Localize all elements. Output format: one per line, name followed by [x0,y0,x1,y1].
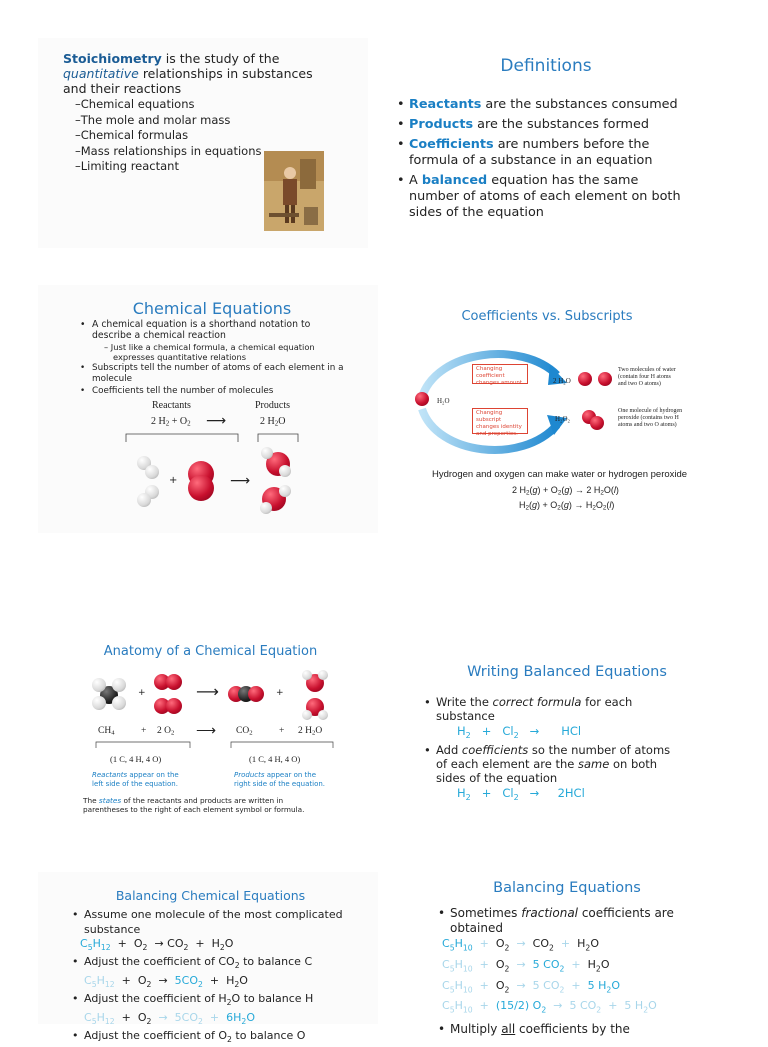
note-sub: – Just like a chemical formula, a chemical equation expresses quantitative relations [104,342,315,362]
step-hydrogen: • Adjust the coefficient of $H_2O$ to balance H $C_5H_{12} + O_2 \to 5CO_2 + 6H_2O$ [72,992,343,1029]
reactants-note: Reactants appear on the left side of the equation. [92,771,179,788]
slide-coefficients-vs-subscripts [392,285,730,533]
water-molecule-icon [415,392,429,406]
intro-line-3: and their reactions [63,81,182,96]
fraction-eq-4: $C_5H_{10} + (15/2) O_2 \to 5$ $CO_2 + 5$ $H_2O$ [442,999,657,1015]
two-h2o-label: 2 H₂O [553,377,571,385]
balanced-equation: $H_2 + Cl_2$ → 2HCl [457,785,585,802]
unbalanced-equation: $H_2 + Cl_2$ → HCl [457,723,582,740]
topic-item: –Limiting reactant [75,159,179,174]
hydrogen-atom-icon [137,493,151,507]
slide-title: Balancing Chemical Equations [115,888,306,903]
fraction-eq-2: $C_5H_{10} + O_2 \to 5$ $CO_2 + H_2O$ [442,957,610,974]
fractional-steps-list [438,906,674,1037]
plus-sign: + [276,688,284,698]
hydrogen-atom-icon [279,485,291,497]
balancing-steps-list [72,908,343,1047]
slide-title: Coefficients vs. Subscripts [461,309,633,324]
caption: Hydrogen and oxygen can make water or hydrogen peroxide [432,469,688,480]
equation-step-1: $C_5H_{12} + O_2 \to CO_2 + H_2O$ [80,937,234,952]
slide-writing-balanced [392,630,730,830]
subscript-box: Changing subscript changes identity and properties. [472,408,528,434]
step-multiply: • Multiply all coefficients by the [438,1022,674,1037]
fraction-eq-1: $C_5H_{10} + O_2 \to CO_2 + H_2O$ [442,937,599,953]
reaction-arrow: ⟶ [206,413,227,429]
definition-balanced: • A balanced equation has the same number of atoms of each element on both sides of the equation [397,173,681,221]
equation-step-2: $C_5H_{12} + O_2 \to 5CO_2 + H_2O$ [84,973,248,989]
definition-reactants: • Reactants are the substances consumed [397,97,681,113]
definition-coefficients: • Coefficients are numbers before the formula of a substance in an equation [397,137,681,169]
oxygen-atom-icon [188,475,214,501]
equation-step-3: $C_5H_{12} + O_2 \to 5CO_2 + 6H_2O$ [84,1010,255,1026]
topic-item: –Chemical formulas [75,128,189,143]
oxygen-atom-icon [590,416,604,430]
states-note: The states of the reactants and products are written in parentheses to the right of each element symbol or formula. [83,796,305,814]
atom-count-right: (1 C, 4 H, 4 O) [249,754,301,764]
topic-item: –Chemical equations [75,97,195,111]
slide-title: Chemical Equations [132,299,292,318]
step-formula: • Write the correct formula for each substance $H_2 + Cl_2$ → HCl [424,695,670,743]
note-subscripts: • Subscripts tell the number of atoms of each element in a molecule [80,363,380,385]
hydrogen-atom-icon [261,447,273,459]
atom-count-left: (1 C, 4 H, 4 O) [110,754,162,764]
term-stoichiometry: Stoichiometry [63,51,162,66]
water-equation: 2 $H_2(g) + O_2(g) \to 2$ $H_2O(l)$ [512,485,619,497]
topic-item: –Mass relationships in equations [75,143,262,158]
slide-stoichiometry [38,38,368,248]
reactant-formula: 2 $H_2 + O_2$ [151,416,191,428]
water-molecule-icon [598,372,612,386]
hydrogen-atom-icon [279,465,291,477]
coefficient-box: Changing coefficient changes amount. [472,364,528,384]
note-shorthand: • A chemical equation is a shorthand notation to describe a chemical reaction – Just like a chemical formula, a chemical equation expresses quantitative relations [80,319,380,362]
slide-title: Balancing Equations [493,880,641,896]
step-coefficients: • Add coefficients so the number of atoms of each element are the same on both sides of the equation $H_2 + Cl_2$ → 2HCl [424,743,670,805]
note-coefficients: • Coefficients tell the number of molecules [80,386,380,397]
plus-sign: + [169,475,178,486]
definition-products: • Products are the substances formed [397,117,681,133]
product-formula: 2 $H_2O$ [260,416,286,428]
topic-item: –The mole and molar mass [75,112,231,127]
fraction-eq-3: $C_5H_{10} + O_2 \to 5$ $CO_2 + 5$ $H_2O$ [442,978,620,994]
topic-list [75,97,261,175]
hydrogen-atom-icon [260,502,272,514]
molecule-arrow: ⟶ [230,473,251,489]
slide-balancing-chemical [38,872,378,1044]
slide-title: Anatomy of a Chemical Equation [103,644,318,659]
h2o-label: H₂O [437,397,450,405]
slide-chemical-equations [38,285,378,533]
intro-line-1: Stoichiometry is the study of the [63,51,280,66]
writing-steps-list [424,695,670,805]
slide-definitions [392,38,730,248]
slide-anatomy: Anatomy of a Chemical Equation + ⟶ + $CH_4$ + 2 $O_2$ ⟶ $CO_2$ + 2 $H_2O$ (1 C, 4 H, 4 O) (1 C, 4 H, 4 O) Reactants appear on the left side of the equation. Products appear on the right side of the equation. The states of the reactants and products are written in parentheses to the right of each element symbol or formula. [38,630,378,830]
definitions-list [397,97,681,221]
step-assume: • Assume one molecule of the most complicated substance $C_5H_{12} + O_2 \to CO_2 + H_2O$ [72,908,343,955]
hydrogen-atom-icon [145,465,159,479]
slide-balancing-equations [392,862,730,1037]
step-carbon: • Adjust the coefficient of $CO_2$ to balance C $C_5H_{12} + O_2 \to 5CO_2 + H_2O$ [72,955,343,992]
water-molecule-icon [578,372,592,386]
reactants-label: Reactants [152,400,191,411]
step-oxygen: • Adjust the coefficient of $O_2$ to balance O [72,1029,343,1047]
h2o2-label: H₂O₂ [555,415,570,423]
slide-title: Definitions [500,56,592,76]
peroxide-description: One molecule of hydrogen peroxide (contains two H atoms and two O atoms) [618,408,683,428]
products-note: Products appear on the right side of the equation. [234,771,326,788]
products-label: Products [255,400,290,411]
lavoisier-portrait-image [264,151,324,231]
slide-title: Writing Balanced Equations [467,664,667,680]
water-description: Two molecules of water (contain four H atoms and two O atoms) [618,367,676,387]
reaction-arrow: ⟶ [196,682,219,701]
peroxide-equation: $H_2(g) + O_2(g) \to H_2O_2(l)$ [519,500,615,512]
intro-line-2: quantitative relationships in substances [63,66,313,81]
step-fractional: • Sometimes fractional coefficients are obtained $C_5H_{10} + O_2 \to CO_2 + H_2O$ $C_5H_{10} + O_2 \to 5$ $CO_2 + H_2O$ $C_5H_{10} + O_2 \to 5$ $CO_2 + 5$ $H_2O$ $C_5H_{10} + (15/2) O_2 \to 5$ $CO_2 + 5$ $H_2O$ [438,906,674,1019]
plus-sign: + [138,688,146,698]
